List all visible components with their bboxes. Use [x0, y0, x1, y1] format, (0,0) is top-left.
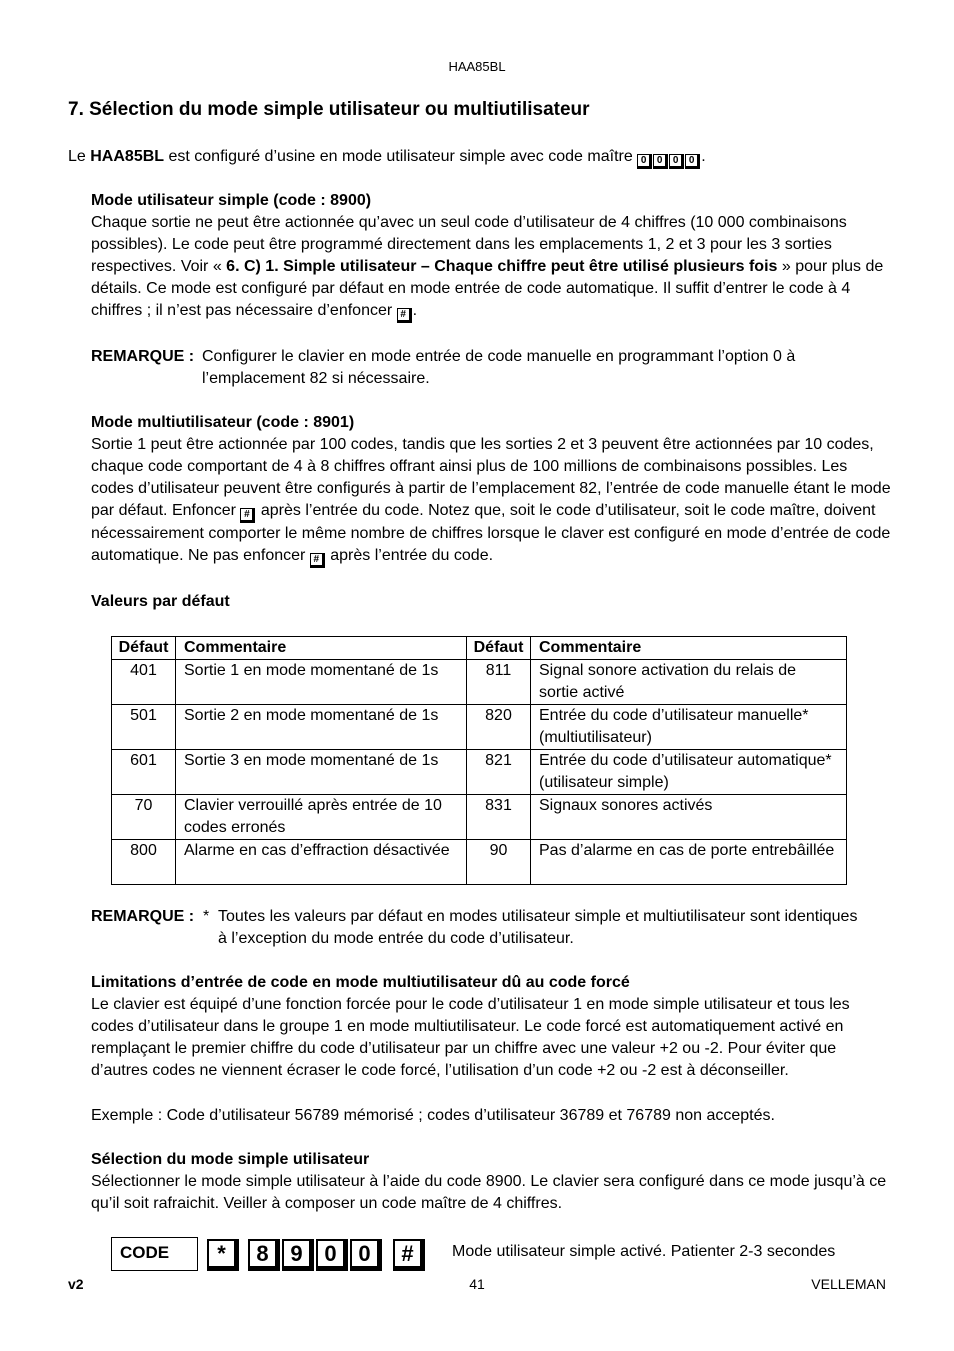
master-key-0: 0: [637, 154, 652, 169]
hash-key-icon: #: [240, 508, 255, 523]
table-row: [112, 750, 847, 795]
defaults-table: [111, 636, 847, 885]
table-row: [112, 660, 847, 705]
table-cell: 90: [467, 840, 531, 885]
table-cell: Sortie 2 en mode momentané de 1s: [176, 705, 467, 750]
defaults-heading: Valeurs par défaut: [91, 593, 230, 610]
table-cell: Sortie 1 en mode momentané de 1s: [176, 660, 467, 705]
table-row: [112, 840, 847, 885]
table-header-row: [112, 637, 847, 660]
remark-text: Toutes les valeurs par défaut en modes utilisateur simple et multiutilisateur sont identiques à l’exception du mode entrée du code d’utilisateur.: [218, 908, 858, 947]
table-cell: 401: [112, 660, 176, 705]
table-cell: 820: [467, 705, 531, 750]
table-cell: Pas d’alarme en cas de porte entrebâillée: [531, 840, 847, 885]
remark-label: REMARQUE :: [91, 348, 195, 365]
digit-0-key-icon: 0: [316, 1239, 348, 1271]
table-cell: 811: [467, 660, 531, 705]
intro-model: HAA85BL: [90, 148, 165, 165]
master-key-3: 0: [685, 154, 700, 169]
master-key-2: 0: [669, 154, 684, 169]
table-cell: 831: [467, 795, 531, 840]
table-cell: Alarme en cas d’effraction désactivée: [176, 840, 467, 885]
table-cell: Entrée du code d’utilisateur automatique* (utilisateur simple): [531, 750, 847, 795]
table-cell: Entrée du code d’utilisateur manuelle* (multiutilisateur): [531, 705, 847, 750]
sequence-result-text: Mode utilisateur simple activé. Patienter 2-3 secondes: [452, 1243, 836, 1260]
multi-mode-paragraph: Sortie 1 peut être actionnée par 100 codes, tandis que les sorties 2 et 3 peuvent être actionnées par 10 codes, chaque code comportant de 4 à 8 chiffres offrant ainsi plus de 100 millions de combinaisons possibles. Les codes d’utilisateur peuvent être configurés à partir de l’emplacement 82, l’entrée de code manuelle étant le mode par défaut. Enfoncer # après l’entrée du code. Notez que, soit le code d’utilisateur, soit le code maître, doivent nécessairement comporter le même nombre de chiffres lorsque le claver est configuré en mode d’entrée de code automatique. Ne pas enfoncer # après l’entrée du code.: [91, 434, 891, 568]
table-cell: 800: [112, 840, 176, 885]
digit-8-key-icon: 8: [248, 1239, 280, 1271]
hash-key-icon: #: [397, 308, 412, 323]
digit-9-key-icon: 9: [282, 1239, 314, 1271]
remark-defaults: [91, 906, 891, 950]
select-single-heading: Sélection du mode simple utilisateur: [91, 1151, 370, 1168]
table-header-cell: Commentaire: [531, 637, 847, 660]
code-label-box: CODE: [111, 1237, 198, 1271]
remark-label: REMARQUE :: [91, 908, 195, 925]
example-paragraph: Exemple : Code d’utilisateur 56789 mémorisé ; codes d’utilisateur 36789 et 76789 non acceptés.: [91, 1107, 775, 1124]
intro-paragraph: Le HAA85BL est configuré d’usine en mode utilisateur simple avec code maître 0 0 0 0 .: [68, 146, 868, 169]
footer-page-number: 41: [469, 1276, 485, 1292]
limitations-paragraph: Le clavier est équipé d’une fonction forcée pour le code d’utilisateur 1 en mode simple utilisateur et tous les codes d’utilisateur dans le groupe 1 en mode multiutilisateur. Le code forcé est automatiquement activé en remplaçant le premier chiffre du code d’utilisateur par un chiffre avec une valeur +2 ou -2. Pour éviter que d’autres codes ne viennent écraser le code forcé, l’utilisation d’un code +2 ou -2 est à déconseiller.: [91, 996, 850, 1079]
table-row: [112, 795, 847, 840]
single-mode-reference: 6. C) 1. Simple utilisateur – Chaque chiffre peut être utilisé plusieurs fois: [226, 258, 778, 275]
table-cell: 601: [112, 750, 176, 795]
remark-text: Configurer le clavier en mode entrée de code manuelle en programmant l’option 0 à l’emplacement 82 si nécessaire.: [202, 348, 796, 387]
single-mode-paragraph: Chaque sortie ne peut être actionnée qu’avec un seul code d’utilisateur de 4 chiffres (10 000 combinaisons possibles). Le code peut être programmé directement dans les emplacements 1, 2 et 3 pour les 3 sorties respectives. Voir « 6. C) 1. Simple utilisateur – Chaque chiffre peut être utilisé plusieurs fois » pour plus de détails. Ce mode est configuré par défaut en mode entrée de code automatique. Il suffit d’entrer le code à 4 chiffres ; il n’est pas nécessaire d’enfoncer # .: [91, 212, 891, 323]
table-cell: Signaux sonores activés: [531, 795, 847, 840]
footer-version: v2: [68, 1276, 84, 1292]
star-key-icon: *: [207, 1239, 239, 1271]
table-cell: Sortie 3 en mode momentané de 1s: [176, 750, 467, 795]
table-cell: Clavier verrouillé après entrée de 10 codes erronés: [176, 795, 467, 840]
master-key-1: 0: [653, 154, 668, 169]
hash-key-icon: #: [393, 1239, 425, 1271]
page-header-model: HAA85BL: [448, 59, 506, 74]
table-header-cell: Défaut: [467, 637, 531, 660]
table-cell: Signal sonore activation du relais de sortie activé: [531, 660, 847, 705]
section-title: 7. Sélection du mode simple utilisateur ou multiutilisateur: [68, 99, 590, 120]
hash-key-icon: #: [310, 553, 325, 568]
multi-mode-heading: Mode multiutilisateur (code : 8901): [91, 414, 355, 431]
table-header-cell: Commentaire: [176, 637, 467, 660]
remark-asterisk: *: [203, 908, 210, 925]
single-mode-heading: Mode utilisateur simple (code : 8900): [91, 192, 372, 209]
remark-manual-entry: [91, 346, 891, 390]
footer-brand: VELLEMAN: [811, 1276, 886, 1292]
table-cell: 821: [467, 750, 531, 795]
table-row: [112, 705, 847, 750]
select-single-paragraph: Sélectionner le mode simple utilisateur à l’aide du code 8900. Le clavier sera configuré dans ce mode jusqu’à ce qu’il soit rafraichit. Veiller à composer un code maître de 4 chiffres.: [91, 1173, 887, 1212]
limitations-heading: Limitations d’entrée de code en mode multiutilisateur dû au code forcé: [91, 974, 630, 991]
table-header-cell: Défaut: [112, 637, 176, 660]
table-cell: 70: [112, 795, 176, 840]
digit-0-key-icon: 0: [350, 1239, 382, 1271]
table-cell: 501: [112, 705, 176, 750]
